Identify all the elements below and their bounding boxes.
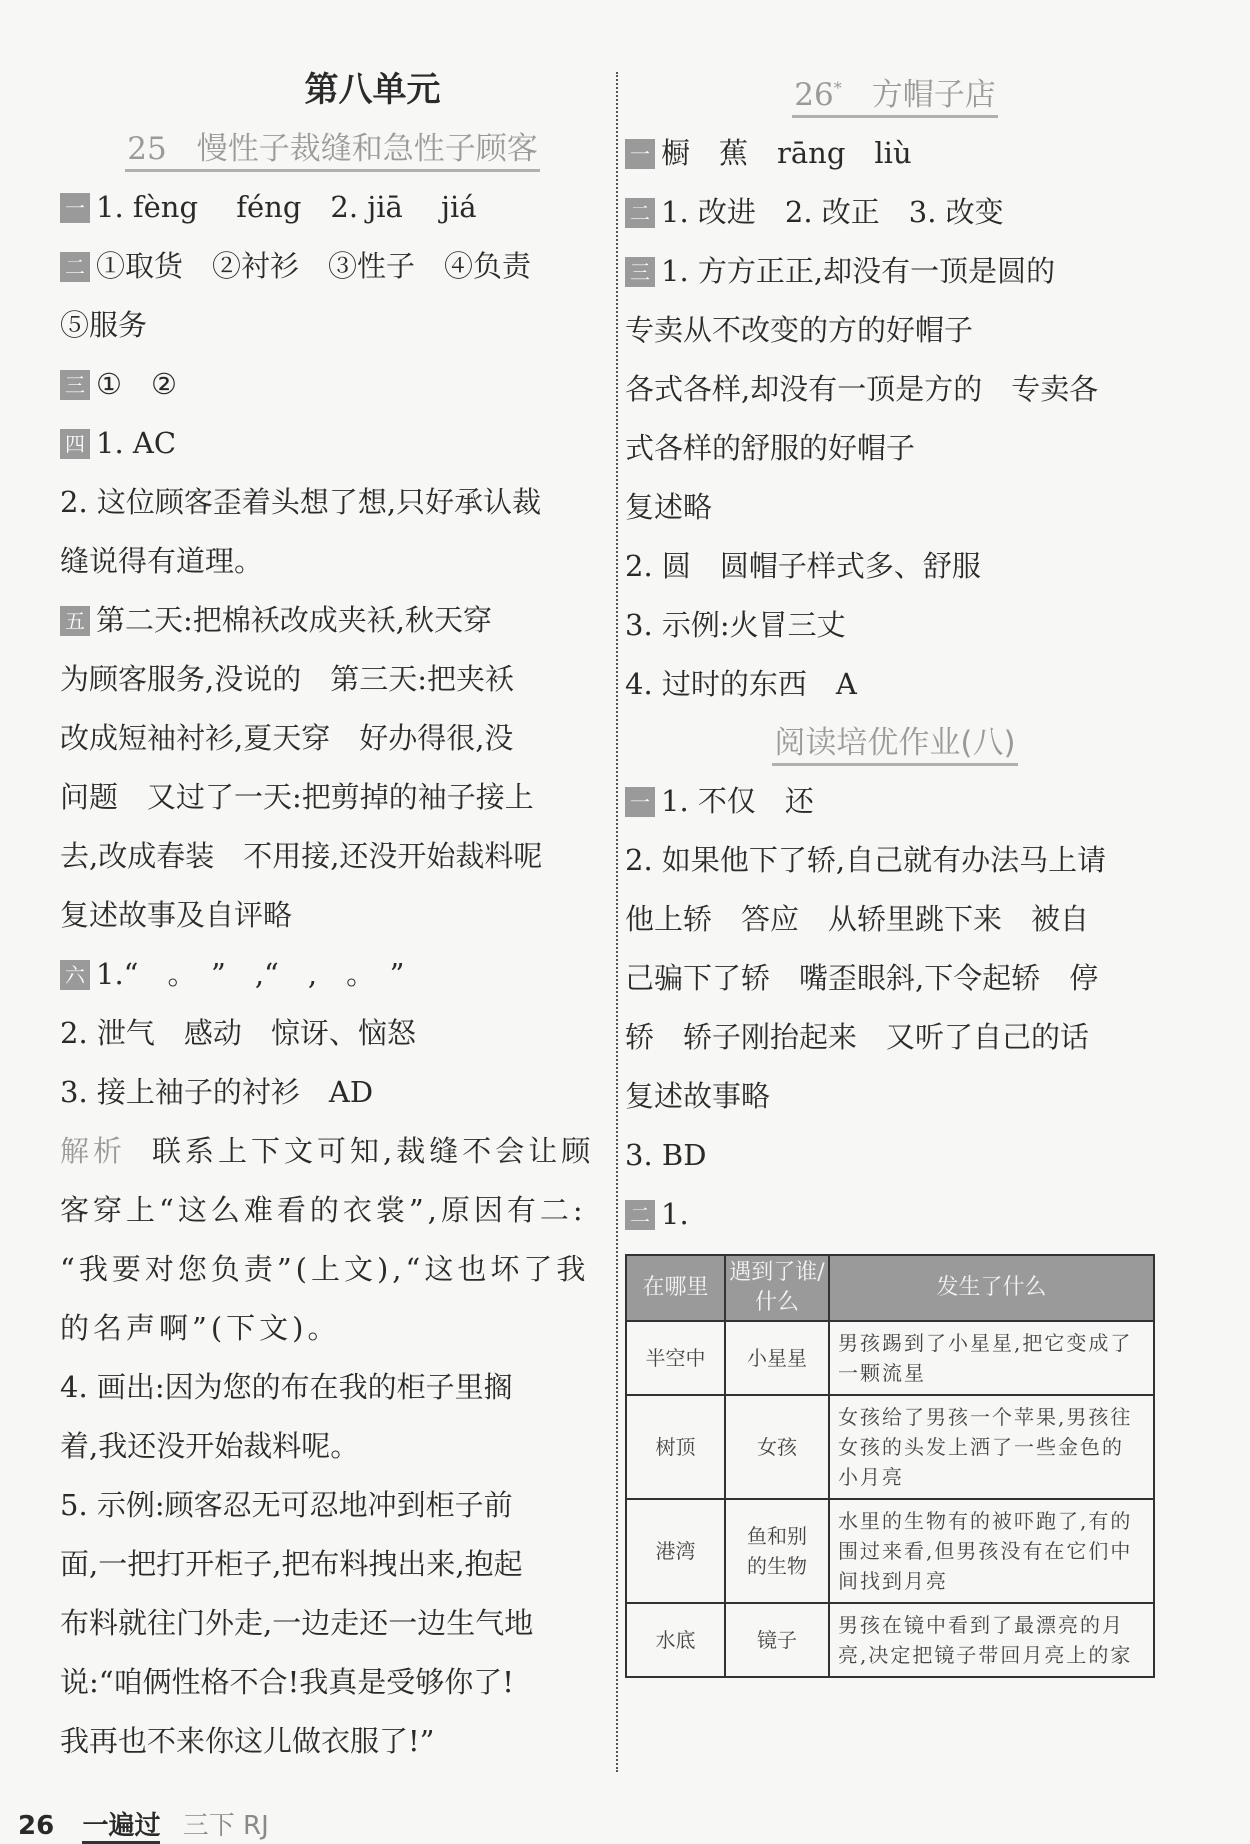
table-cell: 女孩给了男孩一个苹果,男孩往女孩的头发上洒了一些金色的小月亮 — [829, 1395, 1154, 1499]
answer-line — [625, 242, 1165, 301]
brand-logo: 一遍过 — [82, 1811, 160, 1844]
answer-line — [625, 301, 1165, 360]
answer-line — [625, 949, 1165, 1008]
answer-line — [60, 1299, 605, 1358]
answer-text: ①取货 ②衬衫 ③性子 ④负责 — [96, 249, 532, 283]
answer-line — [60, 178, 605, 237]
answer-text: 专卖从不改变的方的好帽子 — [625, 313, 974, 348]
table-cell: 男孩在镜中看到了最漂亮的月亮,决定把镜子带回月亮上的家 — [829, 1603, 1154, 1677]
left-column — [60, 60, 605, 1771]
section-number-badge: 六 — [60, 960, 90, 990]
table-row — [626, 1603, 1154, 1677]
answer-line — [625, 1126, 1165, 1185]
answer-text: 说:“咱俩性格不合!我真是受够你了! — [60, 1665, 514, 1699]
answer-line — [60, 1240, 605, 1299]
answer-line — [60, 1653, 605, 1712]
answer-text: 他上轿 答应 从轿里跳下来 被自 — [625, 902, 1090, 937]
answer-text: 1. 方方正正,却没有一顶是圆的 — [661, 254, 1056, 289]
answer-text: 着,我还没开始裁料呢。 — [60, 1429, 360, 1463]
answer-line — [60, 1122, 605, 1181]
answer-line — [60, 1417, 605, 1476]
answer-line — [60, 591, 605, 650]
section-number-badge: 二 — [625, 1200, 655, 1230]
section-number-badge: 四 — [60, 429, 90, 459]
table-cell: 鱼和别的生物 — [725, 1499, 829, 1603]
answer-line — [60, 532, 605, 591]
answer-line — [60, 827, 605, 886]
answer-line — [60, 414, 605, 473]
answer-line — [625, 1067, 1165, 1126]
section-title: 阅读培优作业(八) — [625, 714, 1165, 772]
answer-line — [60, 886, 605, 945]
lesson-title: 方帽子店 — [871, 77, 996, 114]
left-answer-lines — [60, 178, 605, 1771]
answer-line — [60, 473, 605, 532]
answer-text: 4. 画出:因为您的布在我的柜子里搁 — [60, 1370, 513, 1404]
answer-text: ⑤服务 — [60, 308, 148, 342]
answer-line — [60, 1535, 605, 1594]
answer-text: 的名声啊”(下文)。 — [60, 1311, 341, 1345]
answer-line — [60, 1063, 605, 1122]
answer-text: ① ② — [96, 367, 177, 401]
answer-text: 改成短袖衬衫,夏天穿 好办得很,没 — [60, 721, 514, 755]
table-cell: 小星星 — [725, 1321, 829, 1395]
table-row — [626, 1395, 1154, 1499]
answer-text: 复述故事及自评略 — [60, 898, 293, 932]
unit-title: 第八单元 — [304, 70, 441, 110]
answer-text: 1. 不仅 还 — [661, 784, 814, 819]
answer-text: 1. — [661, 1197, 689, 1232]
answer-text: 橱 蕉 rāng liù — [661, 136, 912, 171]
answer-text: 我再也不来你这儿做衣服了!” — [60, 1724, 435, 1758]
table-cell: 女孩 — [725, 1395, 829, 1499]
page-number: 26 — [18, 1811, 55, 1841]
answer-text: 5. 示例:顾客忍无可忍地冲到柜子前 — [60, 1488, 513, 1522]
answer-line — [625, 419, 1165, 478]
table-cell: 水里的生物有的被吓跑了,有的围过来看,但男孩没有在它们中间找到月亮 — [829, 1499, 1154, 1603]
answer-text: 客穿上“这么难看的衣裳”,原因有二: — [60, 1193, 587, 1227]
table-cell: 树顶 — [626, 1395, 725, 1499]
answer-line — [60, 768, 605, 827]
section-number-badge: 二 — [60, 252, 90, 282]
table-header-cell: 遇到了谁/什么 — [725, 1255, 829, 1321]
answer-text: 各式各样,却没有一顶是方的 专卖各 — [625, 372, 1099, 407]
answer-text: 轿 轿子刚抬起来 又听了自己的话 — [625, 1020, 1090, 1055]
answer-line — [60, 237, 605, 296]
answer-line — [625, 655, 1165, 714]
answer-line — [625, 183, 1165, 242]
answer-line — [625, 772, 1165, 831]
answer-text: 缝说得有道理。 — [60, 544, 264, 578]
answer-text: 己骗下了轿 嘴歪眼斜,下令起轿 停 — [625, 961, 1099, 996]
right-answer-lines — [625, 124, 1165, 714]
column-divider — [616, 72, 618, 1772]
section-number-badge: 五 — [60, 606, 90, 636]
section-number-badge: 三 — [60, 370, 90, 400]
answer-line — [625, 124, 1165, 183]
section-number-badge: 二 — [625, 198, 655, 228]
answer-text: 面,一把打开柜子,把布料拽出来,抱起 — [60, 1547, 523, 1581]
table-cell: 港湾 — [626, 1499, 725, 1603]
section-number-badge: 一 — [625, 139, 655, 169]
answer-text: 1.“ 。 ” ,“ , 。 ” — [96, 957, 405, 991]
answer-text: 1. 改进 2. 改正 3. 改变 — [661, 195, 1004, 230]
answer-text: 去,改成春装 不用接,还没开始裁料呢 — [60, 839, 543, 873]
answer-line — [60, 945, 605, 1004]
table-cell: 男孩踢到了小星星,把它变成了一颗流星 — [829, 1321, 1154, 1395]
lesson-25-heading — [60, 120, 605, 178]
answer-text: 为顾客服务,没说的 第三天:把夹袄 — [60, 662, 514, 696]
answer-line — [60, 1181, 605, 1240]
answer-line — [60, 1594, 605, 1653]
table-header-cell: 发生了什么 — [829, 1255, 1154, 1321]
table-cell: 半空中 — [626, 1321, 725, 1395]
answer-line — [60, 650, 605, 709]
reading-answer-lines — [625, 772, 1165, 1244]
table-header-row — [626, 1255, 1154, 1321]
answer-line — [625, 1185, 1165, 1244]
answer-text: 问题 又过了一天:把剪掉的袖子接上 — [60, 780, 534, 814]
analysis-label: 解析 — [60, 1134, 127, 1168]
page-footer — [18, 1805, 269, 1842]
answer-text: 2. 泄气 感动 惊讶、恼怒 — [60, 1016, 416, 1050]
answer-text: 布料就往门外走,一边走还一边生气地 — [60, 1606, 534, 1640]
answer-table — [625, 1254, 1165, 1678]
answer-text: 1. AC — [96, 426, 177, 460]
answer-line — [60, 1358, 605, 1417]
answer-line — [625, 1008, 1165, 1067]
table-cell: 镜子 — [725, 1603, 829, 1677]
answer-line — [625, 890, 1165, 949]
answer-line — [60, 1476, 605, 1535]
answer-text: 3. 示例:火冒三丈 — [625, 608, 846, 643]
answer-line — [60, 709, 605, 768]
answer-line — [625, 478, 1165, 537]
answer-text: 1. fèng féng 2. jiā jiá — [96, 190, 477, 224]
answer-line — [625, 360, 1165, 419]
answer-line — [60, 296, 605, 355]
answer-text: 复述略 — [625, 490, 713, 525]
answer-line — [625, 831, 1165, 890]
answer-text: 2. 这位顾客歪着头想了想,只好承认裁 — [60, 485, 542, 519]
answer-text: “我要对您负责”(上文),“这也坏了我 — [60, 1252, 590, 1286]
table-cell: 水底 — [626, 1603, 725, 1677]
section-number-badge: 三 — [625, 257, 655, 287]
lesson-number: 25 — [127, 131, 167, 167]
answer-text: 复述故事略 — [625, 1079, 771, 1114]
table-row — [626, 1499, 1154, 1603]
answer-line — [60, 1004, 605, 1063]
answer-line — [625, 596, 1165, 655]
answer-text: 4. 过时的东西 A — [625, 667, 857, 702]
answer-text: 2. 圆 圆帽子样式多、舒服 — [625, 549, 981, 584]
lesson-title: 慢性子裁缝和急性子顾客 — [196, 131, 538, 167]
answer-text: 式各样的舒服的好帽子 — [625, 431, 916, 466]
table-header-cell: 在哪里 — [626, 1255, 725, 1321]
answer-line — [60, 1712, 605, 1771]
answer-text: 3. 接上袖子的衬衫 AD — [60, 1075, 374, 1109]
answer-text: 2. 如果他下了轿,自己就有办法马上请 — [625, 843, 1107, 878]
grade-label: 三下 RJ — [182, 1811, 269, 1841]
answer-line — [60, 355, 605, 414]
answer-line — [625, 537, 1165, 596]
table-row — [626, 1321, 1154, 1395]
section-number-badge: 一 — [625, 787, 655, 817]
right-column — [625, 60, 1165, 1678]
answer-text: 第二天:把棉袄改成夹袄,秋天穿 — [96, 603, 492, 637]
section-number-badge: 一 — [60, 193, 90, 223]
lesson-number: 26* — [794, 77, 842, 114]
answer-text: 联系上下文可知,裁缝不会让顾 — [152, 1134, 595, 1168]
answer-text: 3. BD — [625, 1138, 707, 1173]
lesson-26-heading — [625, 60, 1165, 124]
